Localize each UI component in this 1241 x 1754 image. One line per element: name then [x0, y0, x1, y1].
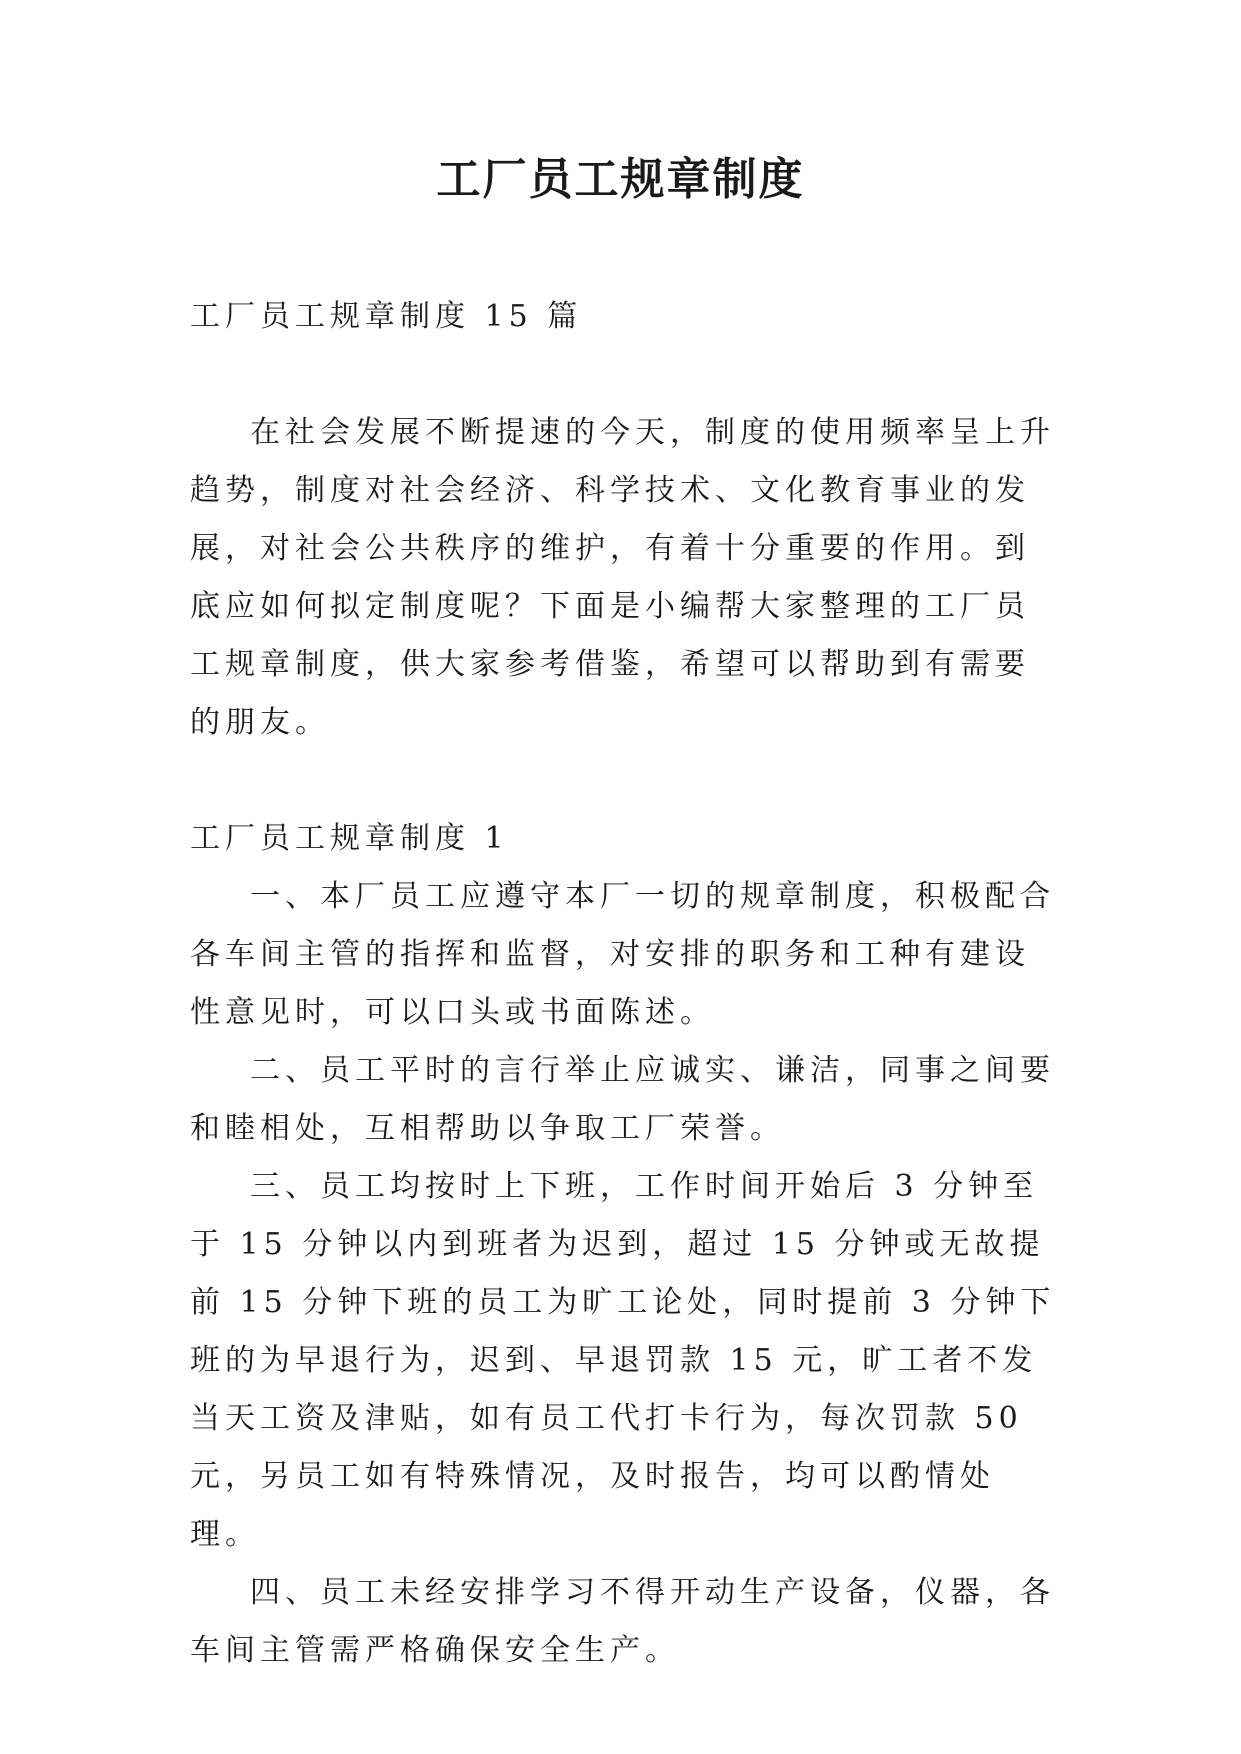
rule-paragraph-2: 二、员工平时的言行举止应诚实、谦洁，同事之间要和睦相处，互相帮助以争取工厂荣誉。	[190, 1053, 1055, 1146]
rule-paragraph-4: 四、员工未经安排学习不得开动生产设备，仪器，各车间主管需严格确保安全生产。	[190, 1575, 1055, 1668]
section-heading: 工厂员工规章制度 1	[190, 821, 509, 856]
document-subtitle: 工厂员工规章制度 15 篇	[190, 299, 583, 334]
rule-paragraph-3: 三、员工均按时上下班，工作时间开始后 3 分钟至于 15 分钟以内到班者为迟到，超过 15 分钟或无故提前 15 分钟下班的员工为旷工论处，同时提前 3 分钟下班的为早退行为，迟到、早退罚款 15 元，旷工者不发当天工资及津贴，如有员工代打卡行为，每次罚款 50 元，另员工如有特殊情况，及时报告，均可以酌情处理。	[190, 1169, 1056, 1552]
document-body	[190, 288, 1060, 1680]
rule-paragraph-1: 一、本厂员工应遵守本厂一切的规章制度，积极配合各车间主管的指挥和监督，对安排的职务和工种有建设性意见时，可以口头或书面陈述。	[190, 879, 1055, 1030]
document-title: 工厂员工规章制度	[436, 154, 805, 205]
intro-paragraph: 在社会发展不断提速的今天，制度的使用频率呈上升趋势，制度对社会经济、科学技术、文化教育事业的发展，对社会公共秩序的维护，有着十分重要的作用。到底应如何拟定制度呢？下面是小编帮大家整理的工厂员工规章制度，供大家参考借鉴，希望可以帮助到有需要的朋友。	[190, 415, 1055, 740]
